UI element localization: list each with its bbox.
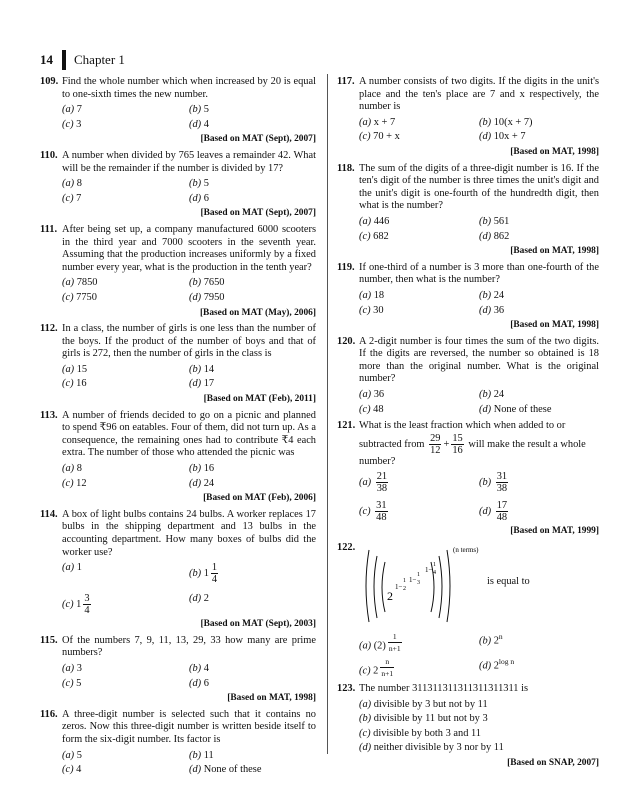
question-number: 117. (337, 76, 355, 87)
numerator: 15 (452, 432, 463, 444)
option-c: (c) divisible by both 3 and 11 (359, 727, 481, 739)
question-122 (337, 542, 599, 679)
source-citation: [Based on MAT (Sept), 2007] (200, 134, 316, 145)
option-letter: (d) (479, 304, 492, 316)
options (40, 178, 316, 205)
option-d: (d) 7950 (189, 291, 225, 303)
option-a: (a) 5 (62, 749, 82, 761)
options (337, 699, 599, 755)
option-letter: (c) (359, 304, 371, 316)
source-citation: [Based on MAT (May), 2006] (199, 307, 316, 318)
exp-frac-den: 2 (403, 586, 406, 593)
option-letter: (a) (359, 215, 372, 227)
option-letter: (a) (62, 463, 75, 475)
option-c: (c) 48 (359, 403, 384, 415)
question-number: 121. (337, 420, 356, 432)
option-letter: (b) (189, 104, 202, 116)
source-citation: [Based on MAT, 1999] (510, 526, 599, 537)
option-c (359, 500, 479, 523)
option-letter: (d) (189, 477, 202, 489)
options (337, 389, 599, 416)
option-c: (c) 7 (62, 192, 82, 204)
question-text: A number of friends decided to go on a picnic and planned to spend ₹96 on eatables. Four of them, did not turn up. As a consequence, the remaining ones had to contribute ₹4 each extra. The number of those who attended the picnic was (62, 409, 316, 459)
fraction (376, 471, 388, 494)
option-a: (a) 8 (62, 178, 82, 190)
option-a: (a) divisible by 3 but not by 11 (359, 698, 488, 710)
option-d: (d) 36 (479, 304, 505, 316)
question-number: 118. (337, 162, 355, 174)
option-letter: (c) (359, 665, 371, 677)
option-b: (b) 1 $\frac{1}{4}$ (189, 562, 218, 586)
exp-one-minus: 1− (395, 583, 403, 592)
exponent (386, 632, 404, 654)
option-letter: (c) (62, 118, 74, 130)
option-b: (b) 24 (479, 289, 505, 301)
fraction (83, 593, 90, 616)
question-121 (337, 420, 599, 538)
option-letter: (c) (359, 727, 371, 739)
option-letter: (d) (479, 506, 492, 518)
question-text: If one-third of a number is 3 more than one-fourth of the number, then what is the number? (359, 261, 599, 286)
numerator: 1 (388, 631, 402, 643)
option-d: (d) None of these (479, 403, 552, 415)
exponent: log n (498, 657, 515, 667)
option-d: (d) 10x + 7 (479, 131, 526, 143)
question-number: 110. (40, 149, 58, 161)
n-terms-label: (n terms) (453, 546, 479, 555)
option-d: (d) 4 (189, 118, 209, 130)
option-b: (b) 4 (189, 662, 209, 674)
expression (337, 542, 599, 628)
option-b: (b) 16 (189, 463, 215, 475)
question-114 (40, 509, 316, 631)
fraction (451, 433, 463, 456)
nested-power-expression (361, 542, 479, 626)
option-d: (d) neither divisible by 3 nor by 11 (359, 742, 504, 754)
option-d: (d) 862 (479, 230, 510, 242)
question-113 (40, 410, 316, 505)
source-citation: [Based on MAT, 1998] (510, 320, 599, 331)
option-b: (b) 10(x + 7) (479, 116, 533, 128)
option-letter: (c) (62, 477, 74, 489)
option-letter: (c) (62, 378, 74, 390)
option-c: (c) 3 (62, 118, 82, 130)
option-letter: (d) (189, 291, 202, 303)
option-letter: (d) (479, 131, 492, 143)
option-a: (a) x + 7 (359, 116, 396, 128)
question-text: Of the numbers 7, 9, 11, 13, 29, 33 how many are prime numbers? (62, 634, 316, 659)
options (40, 104, 316, 131)
option-letter: (b) (189, 749, 202, 761)
option-b (479, 471, 599, 494)
option-letter: (a) (359, 116, 372, 128)
option-c: (c) 2 $^{\frac{n}{n+1}}$ (359, 656, 479, 679)
numerator: 31 (376, 500, 387, 512)
option-a: (a) 8 (62, 463, 82, 475)
option-d: (d) None of these (189, 764, 262, 776)
option-letter: (a) (359, 698, 372, 710)
numerator: n (380, 656, 394, 668)
option-b: (b) divisible by 11 but not by 3 (359, 713, 488, 725)
numerator: 1 (211, 562, 218, 574)
option-letter: (a) (359, 640, 372, 652)
option-b: (b) 11 (189, 749, 214, 761)
question-number: 123. (337, 683, 356, 695)
fraction (388, 631, 402, 654)
question-text: A three-digit number is selected such that it contains no zeros. Now this three-digit number is written beside itself to form the six-digit number. Its factor is (62, 708, 316, 745)
question-number: 116. (40, 708, 58, 720)
option-a: (a) 18 (359, 289, 385, 301)
source-citation: [Based on MAT (Feb), 2006] (203, 493, 316, 504)
chapter-title: Chapter 1 (74, 52, 125, 67)
option-letter: (b) (479, 215, 492, 227)
question-number: 111. (40, 223, 58, 235)
option-letter: (d) (479, 230, 492, 242)
question-number: 122. (337, 542, 356, 554)
numerator: 3 (84, 593, 90, 605)
denominator: 48 (496, 512, 508, 524)
exp-frac-num: 1 (403, 578, 406, 585)
options (40, 562, 316, 616)
option-letter: (c) (62, 192, 74, 204)
option-b: (b) 561 (479, 215, 510, 227)
option-d: (d) 17 (189, 378, 215, 390)
question-number: 114. (40, 508, 58, 520)
source-citation: [Based on MAT, 1998] (227, 693, 316, 704)
question-number: 115. (40, 634, 58, 646)
option-letter: (a) (62, 178, 75, 190)
option-a: (a) 3 (62, 662, 82, 674)
option-letter: (c) (62, 764, 74, 776)
numerator: 21 (376, 471, 388, 483)
numerator: 29 (430, 432, 441, 444)
option-letter: (d) (359, 742, 372, 754)
question-115 (40, 635, 316, 705)
question-text: A box of light bulbs contains 24 bulbs. A worker replaces 17 bulbs in the shipping department and 13 bulbs in the accounting department. How many boxes of bulbs did the worker use? (62, 508, 316, 558)
option-b: (b) 7650 (189, 277, 225, 289)
options (40, 463, 316, 490)
option-letter: (d) (189, 192, 202, 204)
question-text: Find the whole number which when increased by 20 is equal to one-sixth times the new number. (62, 76, 316, 100)
option-letter: (c) (359, 403, 371, 415)
option-letter: (b) (189, 568, 202, 580)
options (337, 631, 599, 679)
option-d (479, 500, 599, 523)
question-number: 109. (40, 76, 59, 87)
exp-one-minus-2: 1− (409, 576, 417, 585)
option-c: (c) 12 (62, 477, 87, 489)
option-c: (c) 4 (62, 764, 82, 776)
option-a: (a) 15 (62, 363, 88, 375)
fraction (380, 656, 394, 679)
option-a: (a) 7850 (62, 277, 98, 289)
question-text-line: number? (359, 455, 396, 467)
source-citation: [Based on SNAP, 2007] (507, 758, 599, 768)
option-d: (d) 2 (189, 593, 209, 605)
option-c: (c) 7750 (62, 291, 97, 303)
question-text: The number 311311311311311311311 is (359, 683, 529, 695)
option-c: (c) 30 (359, 304, 384, 316)
numerator: 17 (496, 500, 508, 512)
expression-label: is equal to (487, 576, 530, 588)
option-letter: (d) (189, 378, 202, 390)
option-letter: (a) (62, 277, 75, 289)
option-letter: (c) (359, 506, 371, 518)
options (337, 290, 599, 317)
denominator: 38 (376, 483, 388, 495)
option-letter: (a) (62, 749, 75, 761)
option-a: (a) (2) $^{\frac{1}{n+1}}$ (359, 631, 479, 654)
option-letter: (a) (359, 477, 372, 489)
option-c: (c) 16 (62, 378, 87, 390)
exp-frac-den-3: 4 (433, 570, 436, 577)
fraction (496, 471, 508, 494)
option-letter: (d) (189, 677, 202, 689)
option-letter: (c) (62, 677, 74, 689)
question-number: 112. (40, 323, 58, 335)
option-letter: (b) (189, 178, 202, 190)
source-citation: [Based on MAT (Sept), 2007] (200, 208, 316, 219)
question-111 (40, 224, 316, 319)
option-c: (c) 5 (62, 677, 82, 689)
option-letter: (c) (62, 599, 74, 611)
option-letter: (b) (479, 635, 492, 647)
question-text: The sum of the digits of a three-digit number is 16. If the ten's digit of the number is three times the unit's digit and the unit's digit is one-fourth of the hundredth digit, then what is the number? (359, 162, 599, 212)
option-letter: (d) (189, 118, 202, 130)
option-a: (a) 446 (359, 215, 390, 227)
option-a: (a) 7 (62, 104, 82, 116)
exp-frac-den-2: 3 (417, 580, 420, 587)
option-letter: (b) (359, 713, 372, 725)
denominator: 12 (430, 444, 441, 456)
numerator: 31 (496, 471, 508, 483)
exponent: n (498, 632, 503, 642)
source-citation: [Based on MAT, 1998] (510, 146, 599, 157)
page-header (40, 50, 600, 72)
source-citation: [Based on MAT, 1998] (510, 246, 599, 257)
option-letter: (b) (479, 289, 492, 301)
option-letter: (a) (359, 389, 372, 401)
option-letter: (d) (189, 593, 202, 605)
option-letter: (a) (62, 363, 75, 375)
denominator: n+1 (388, 644, 401, 654)
question-number: 113. (40, 409, 58, 421)
denominator: 38 (496, 483, 508, 495)
question-117 (337, 76, 599, 159)
question-text: What is the least fraction which when added to or (359, 420, 566, 432)
option-letter: (d) (189, 764, 202, 776)
question-109 (40, 76, 316, 146)
left-column (40, 76, 316, 781)
option-letter: (b) (479, 116, 492, 128)
exp-one-minus-3: 1− (425, 566, 433, 575)
option-letter: (d) (479, 403, 492, 415)
page-number: 14 (40, 52, 53, 67)
option-letter: (c) (359, 230, 371, 242)
source-citation: [Based on MAT (Sept), 2003] (200, 619, 316, 630)
option-a: (a) 1 (62, 562, 82, 574)
base-two: 2 (387, 589, 393, 604)
source-citation: [Based on MAT (Feb), 2011] (203, 394, 316, 405)
exp-frac-num-2: 1 (417, 572, 420, 579)
options (337, 471, 599, 523)
option-letter: (b) (479, 477, 492, 489)
denominator: 4 (84, 605, 90, 617)
option-b: (b) 2$^n$ (479, 632, 503, 647)
option-c: (c) 682 (359, 230, 389, 242)
option-b: (b) 5 (189, 104, 209, 116)
options (40, 663, 316, 690)
option-a (359, 471, 479, 494)
question-text: In a class, the number of girls is one less than the number of the boys. If the product of the number of boys and that of girls is 272, then the number of girls in the class is (62, 323, 316, 360)
header-bar (62, 50, 66, 70)
question-text: After being set up, a company manufactured 6000 scooters in the third year and 7000 scooters in the seventh year. Assuming that the production increases uniformly by a fixed number every year, what is the production in the tenth year? (62, 223, 316, 273)
question-text: A number when divided by 765 leaves a remainder 42. What will be the remainder if the number is divided by 17? (62, 149, 316, 174)
option-letter: (a) (62, 662, 75, 674)
denominator: n+1 (381, 669, 394, 679)
option-letter: (a) (359, 289, 372, 301)
option-a: (a) 36 (359, 389, 385, 401)
option-letter: (c) (359, 131, 371, 143)
column-divider (327, 74, 328, 754)
options (40, 364, 316, 391)
question-118 (337, 163, 599, 258)
option-d: (d) 6 (189, 192, 209, 204)
option-letter: (a) (62, 104, 75, 116)
option-d: (d) 24 (189, 477, 215, 489)
question-110 (40, 150, 316, 220)
denominator: 48 (376, 512, 387, 524)
option-c: (c) 70 + x (359, 131, 400, 143)
question-text-line: subtracted from $\frac{29}{12}$ + $\frac{15}{16}$ will make the result a whole (359, 432, 586, 456)
exponent (378, 657, 396, 679)
fraction (429, 433, 441, 456)
fraction (496, 500, 508, 523)
options (40, 750, 316, 777)
options (337, 216, 599, 243)
right-column (337, 76, 599, 774)
question-120 (337, 336, 599, 417)
option-letter: (c) (62, 291, 74, 303)
option-b: (b) 24 (479, 389, 505, 401)
option-c: (c) 1 $\frac{3}{4}$ (62, 593, 90, 617)
fraction (211, 562, 218, 585)
question-116 (40, 709, 316, 777)
exp-frac-num-3: 1 (433, 562, 436, 569)
question-text: A number consists of two digits. If the digits in the unit's place and the ten's place are 7 and x respectively, the number is (359, 76, 599, 113)
option-letter: (b) (189, 662, 202, 674)
question-112 (40, 323, 316, 406)
option-d: (d) 6 (189, 677, 209, 689)
option-b: (b) 14 (189, 363, 215, 375)
fraction (375, 500, 387, 523)
denominator: 4 (211, 574, 218, 586)
option-letter: (a) (62, 562, 75, 574)
denominator: 16 (452, 444, 463, 456)
option-letter: (b) (479, 389, 492, 401)
option-d: (d) $2^{log n}$ (479, 657, 515, 672)
question-number: 120. (337, 335, 356, 347)
option-letter: (d) (479, 660, 492, 672)
options (337, 117, 599, 144)
option-letter: (b) (189, 463, 202, 475)
question-123 (337, 683, 599, 770)
option-b: (b) 5 (189, 178, 209, 190)
question-text: A 2-digit number is four times the sum of the two digits. If the digits are reversed, the number so obtained is 18 more than the original number. What is the original number? (359, 335, 599, 385)
option-letter: (b) (189, 363, 202, 375)
question-119 (337, 262, 599, 332)
question-number: 119. (337, 261, 355, 273)
options (40, 277, 316, 304)
option-letter: (b) (189, 277, 202, 289)
